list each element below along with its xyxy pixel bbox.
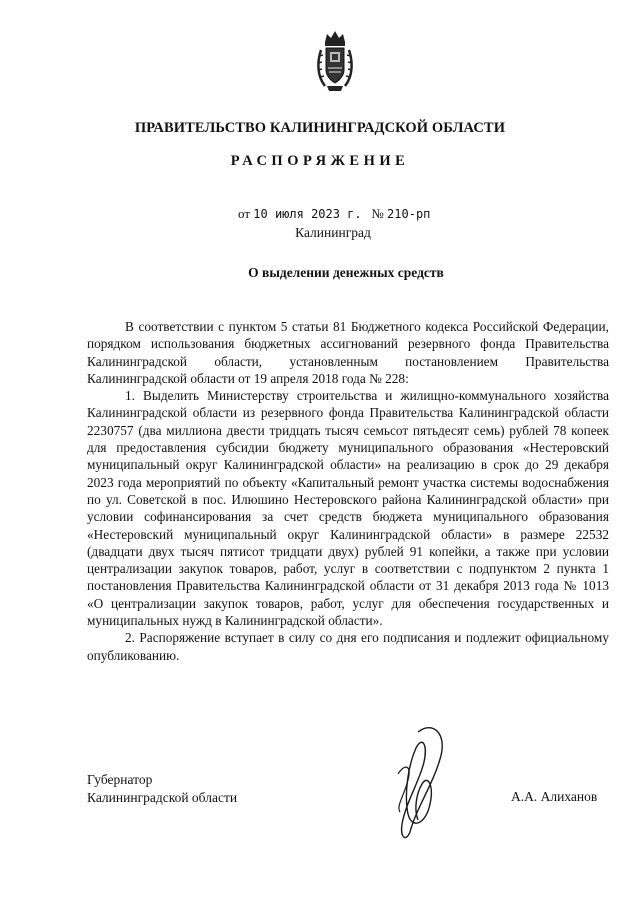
clause-2-paragraph: 2. Распоряжение вступает в силу со дня его подписания и подлежит официальному опубликованию. bbox=[87, 630, 609, 663]
date-number-line bbox=[238, 206, 430, 222]
city: Калининград bbox=[295, 225, 371, 240]
signature-icon bbox=[378, 714, 458, 846]
document-subject: О выделении денежных средств bbox=[248, 265, 444, 280]
document-body bbox=[87, 318, 609, 664]
document-type: РАСПОРЯЖЕНИЕ bbox=[230, 153, 410, 169]
date-prefix: от bbox=[238, 206, 251, 221]
clause-1-paragraph: 1. Выделить Министерству строительства и жилищно-коммунального хозяйства Калининградской области из резервного фонда Правительства Калининградской области 2230757 (два миллиона двести тридцать тысяч семьсот пятьдесят семь) рублей 78 копеек для предоставления субсидии бюджету муниципального образования «Нестеровский муниципальный округ Калининградской области» на реализацию в срок до 29 декабря 2023 года мероприятий по объекту «Капитальный ремонт участка системы водоснабжения по ул. Советской в пос. Илюшино Нестеровского района Калининградской области» при условии софинансирования за счет средств бюджета муниципального образования «Нестеровский муниципальный округ Калининградской области» в размере 22532 (двадцати двух тысяч пятисот тридцати двух) рублей 91 копейки, а также при условии централизации закупок товаров, работ, услуг в соответствии с подпунктом 2 пункта 1 постановления Правительства Калининградской области от 31 декабря 2013 года № 1013 «О централизации закупок товаров, работ, услуг для обеспечения государственных и муниципальных нужд в Калининградской области». bbox=[87, 388, 609, 629]
government-title: ПРАВИТЕЛЬСТВО КАЛИНИНГРАДСКОЙ ОБЛАСТИ bbox=[134, 120, 506, 136]
signatory-name: А.А. Алиханов bbox=[511, 789, 598, 804]
coat-of-arms-icon bbox=[315, 28, 355, 94]
number-prefix: № bbox=[371, 206, 384, 221]
number-value: 210-рп bbox=[387, 207, 431, 221]
signatory-position-line1: Губернатор bbox=[87, 772, 153, 787]
preamble-paragraph: В соответствии с пунктом 5 статьи 81 Бюджетного кодекса Российской Федерации, порядком использования бюджетных ассигнований резервного фонда Правительства Калининградской области, установленным постановлением Правительства Калининградской области от 19 апреля 2018 года № 228: bbox=[87, 319, 609, 386]
signatory-position bbox=[87, 771, 237, 806]
date-value: 10 июля 2023 г. bbox=[253, 207, 362, 221]
signatory-position-line2: Калининградской области bbox=[87, 789, 238, 805]
